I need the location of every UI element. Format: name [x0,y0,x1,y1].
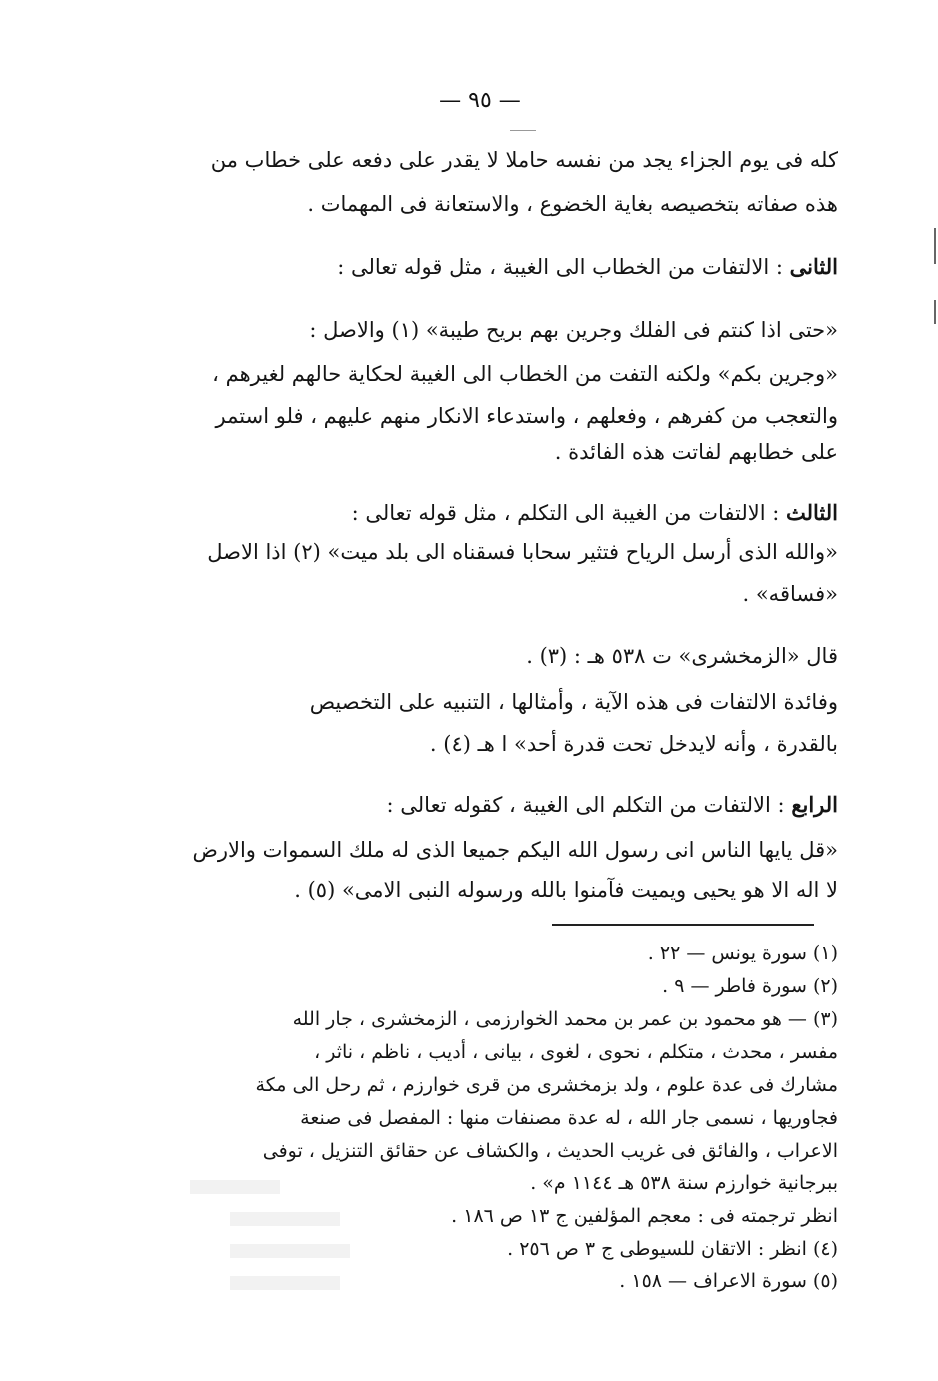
section-heading: الثالث : الالتفات من الغيبة الى التكلم ، مثل قوله تعالى : [351,500,838,525]
body-line: والتعجب من كفرهم ، وفعلهم ، واستدعاء الانكار منهم عليهم ، فلو استمر [215,404,838,428]
footnote-line: (١) سورة يونس — ٢٢ . [647,942,838,964]
footnote-line: فجاوريها ، نسمى جار الله ، له عدة مصنفات منها : المفصل فى صنعة [300,1107,838,1129]
scan-artifact [230,1244,350,1258]
body-line: «والله الذى أرسل الرياح فتثير سحابا فسقناه الى بلد ميت» (٢) اذا الاصل [207,540,838,564]
section-heading-label: الثالث [786,500,838,525]
footnote-line: ببرجانية خوارزم سنة ٥٣٨ هـ ١١٤٤ م» . [530,1172,838,1194]
body-line: لا اله الا هو يحيى ويميت فآمنوا بالله ورسوله النبى الامى» (٥) . [294,878,838,902]
footnote-line: (٢) سورة فاطر — ٩ . [662,975,838,997]
footnote-line: (٣) — هو محمود بن عمر بن محمد الخوارزمى ، الزمخشرى ، جار الله [292,1008,838,1030]
page-number: — ٩٥ — [439,88,521,113]
footnote-line: (٥) سورة الاعراف — ١٥٨ . [619,1270,838,1292]
body-line: كله فى يوم الجزاء يجد من نفسه حاملا لا يقدر على دفعه على خطاب من [210,148,838,172]
section-heading-label: الرابع [791,792,838,817]
footnote-line: مشارك فى عدة علوم ، ولد بزمخشرى من قرى خوارزم ، ثم رحل الى مكة [255,1074,838,1096]
body-line: هذه صفاته بتخصيصه بغاية الخضوع ، والاستعانة فى المهمات . [307,192,838,216]
body-line: «وجرين بكم» ولكنه التفت من الخطاب الى الغيبة لحكاية حالهم لغيرهم ، [212,362,838,386]
body-line: «فساقه» . [742,582,838,606]
body-line: وفائدة الالتفات فى هذه الآية ، وأمثالها ، التنبيه على التخصيص [309,690,838,714]
section-heading-label: الثانى [789,254,838,279]
footnote-line: الاعراب ، والفائق فى غريب الحديث ، والكشاف عن حقائق التنزيل ، توفى [262,1140,838,1162]
body-line: على خطابهم لفاتت هذه الفائدة . [554,440,838,464]
footnote-line: (٤) انظر : الاتقان للسيوطى ج ٣ ص ٢٥٦ . [507,1238,838,1260]
body-line: «حتى اذا كنتم فى الفلك وجرين بهم بريح طيبة» (١) والاصل : [309,318,838,342]
scan-edge-mark [934,300,936,324]
scan-edge-mark [934,228,936,264]
footnote-line: انظر ترجمته فى : معجم المؤلفين ج ١٣ ص ١٨٦ . [451,1205,838,1227]
section-heading: الرابع : الالتفات من التكلم الى الغيبة ، كقوله تعالى : [386,792,838,817]
body-line: «قل يايها الناس انى رسول الله اليكم جميعا الذى له ملك السموات والارض [192,838,838,862]
footnote-line: مفسر ، محدث ، متكلم ، نحوى ، لغوى ، بيانى ، أديب ، ناظم ، ناثر ، [314,1041,838,1063]
scan-artifact [230,1276,340,1290]
footnote-separator [552,924,814,926]
scan-artifact [230,1212,340,1226]
body-line: قال «الزمخشرى» ت ٥٣٨ هـ : (٣) . [526,644,838,668]
scan-artifact [190,1180,280,1194]
body-line: بالقدرة ، وأنه لايدخل تحت قدرة أحد» ا هـ (٤) . [429,732,838,756]
section-heading: الثانى : الالتفات من الخطاب الى الغيبة ، مثل قوله تعالى : [337,254,838,279]
header-divider [510,130,536,131]
